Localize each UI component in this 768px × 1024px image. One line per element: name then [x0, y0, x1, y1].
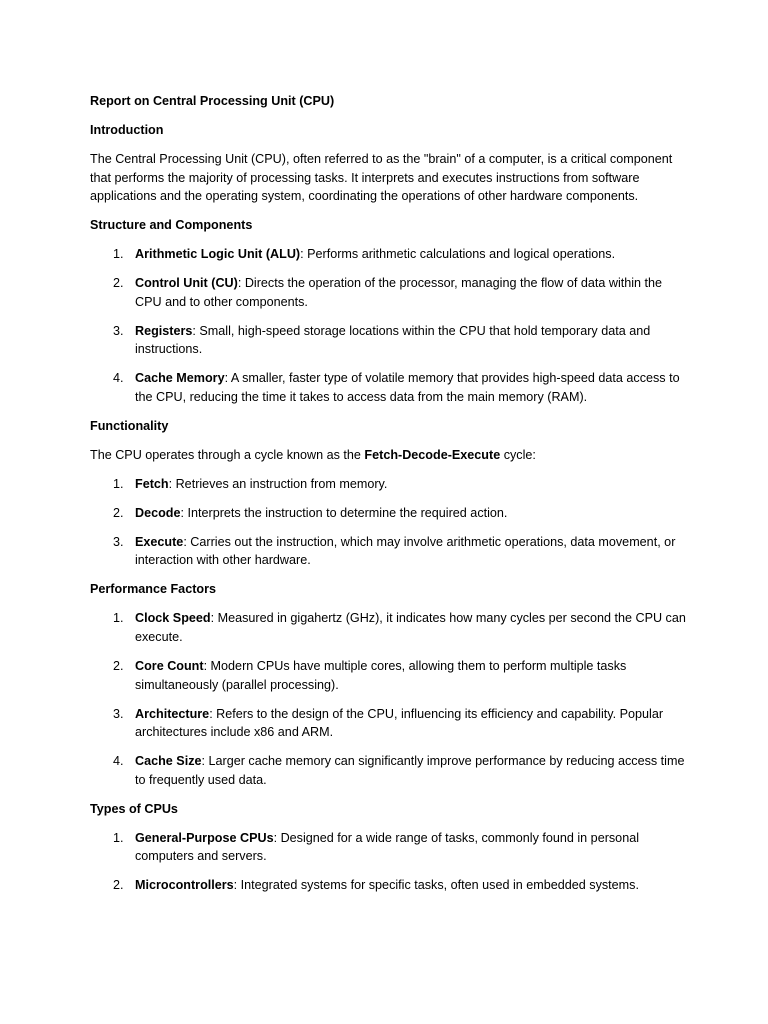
structure-list [90, 245, 688, 406]
list-item [90, 829, 688, 866]
list-text: : Refers to the design of the CPU, influencing its efficiency and capability. Popular architectures include x86 and ARM. [135, 706, 664, 740]
list-term: Microcontrollers [135, 878, 234, 893]
list-text: : Interprets the instruction to determine the required action. [180, 505, 508, 520]
list-item [90, 504, 688, 523]
list-text: : Carries out the instruction, which may involve arithmetic operations, data movement, or interaction with other hardware. [135, 534, 676, 568]
list-text: : Designed for a wide range of tasks, commonly found in personal computers and servers. [135, 830, 639, 864]
list-number: 4. [113, 371, 124, 386]
list-text: : Larger cache memory can significantly improve performance by reducing access time to frequently used data. [135, 754, 685, 787]
document-body [90, 92, 688, 905]
list-term: Cache Memory [135, 371, 225, 386]
list-item [90, 245, 688, 264]
performance-list [90, 609, 688, 789]
functionality-intro [90, 446, 688, 465]
types-list [90, 829, 688, 895]
list-term: Clock Speed [135, 611, 211, 626]
list-term: Decode [135, 505, 181, 520]
list-number: 3. [113, 323, 124, 338]
list-item [90, 533, 688, 570]
functionality-list [90, 475, 688, 570]
list-term: Execute [135, 534, 184, 549]
list-number: 3. [113, 706, 124, 721]
list-term: Fetch [135, 476, 169, 491]
list-text: : A smaller, faster type of volatile memory that provides high-speed data access to the CPU, reducing the time it takes to access data from the main memory (RAM). [135, 371, 680, 404]
list-text: : Measured in gigahertz (GHz), it indicates how many cycles per second the CPU can execute. [135, 611, 686, 644]
list-item [90, 609, 688, 646]
list-number: 1. [113, 830, 124, 845]
list-item [90, 752, 688, 789]
introduction-paragraph: The Central Processing Unit (CPU), often referred to as the "brain" of a computer, is a critical component that performs the majority of processing tasks. It interprets and executes instructions from software applications and the operating system, coordinating the operations of other hardware components. [90, 151, 673, 204]
list-item [90, 475, 688, 494]
list-term: Arithmetic Logic Unit (ALU) [135, 247, 301, 262]
list-number: 3. [113, 534, 124, 549]
list-term: Registers [135, 323, 193, 338]
list-text: : Performs arithmetic calculations and logical operations. [300, 247, 616, 262]
list-item [90, 876, 688, 895]
list-term: Architecture [135, 706, 210, 721]
list-text: : Small, high-speed storage locations within the CPU that hold temporary data and instructions. [135, 323, 651, 357]
list-number: 1. [113, 476, 124, 491]
functionality-heading: Functionality [90, 418, 169, 433]
list-item [90, 322, 688, 359]
list-number: 2. [113, 276, 124, 291]
list-number: 1. [113, 247, 124, 262]
list-term: General-Purpose CPUs [135, 830, 274, 845]
functionality-intro-bold: Fetch-Decode-Execute [364, 447, 501, 462]
list-item [90, 369, 688, 406]
list-text: : Retrieves an instruction from memory. [168, 476, 388, 491]
introduction-heading: Introduction [90, 122, 164, 137]
document-title: Report on Central Processing Unit (CPU) [90, 94, 335, 108]
list-item [90, 705, 688, 742]
types-heading: Types of CPUs [90, 801, 178, 816]
list-term: Cache Size [135, 754, 202, 769]
functionality-intro-before: The CPU operates through a cycle known as the [90, 447, 365, 462]
list-term: Core Count [135, 658, 204, 673]
list-number: 2. [113, 505, 124, 520]
list-text: : Integrated systems for specific tasks, often used in embedded systems. [233, 878, 639, 893]
list-item [90, 274, 688, 311]
functionality-intro-after: cycle: [500, 447, 536, 462]
list-number: 4. [113, 754, 124, 769]
performance-heading: Performance Factors [90, 582, 216, 597]
structure-heading: Structure and Components [90, 218, 253, 233]
list-number: 1. [113, 611, 124, 626]
list-item [90, 657, 688, 694]
list-number: 2. [113, 658, 124, 673]
list-number: 2. [113, 878, 124, 893]
list-term: Control Unit (CU) [135, 276, 238, 291]
list-text: : Modern CPUs have multiple cores, allowing them to perform multiple tasks simultaneously (parallel processing). [135, 658, 627, 692]
list-text: : Directs the operation of the processor, managing the flow of data within the CPU and to other components. [135, 276, 663, 309]
